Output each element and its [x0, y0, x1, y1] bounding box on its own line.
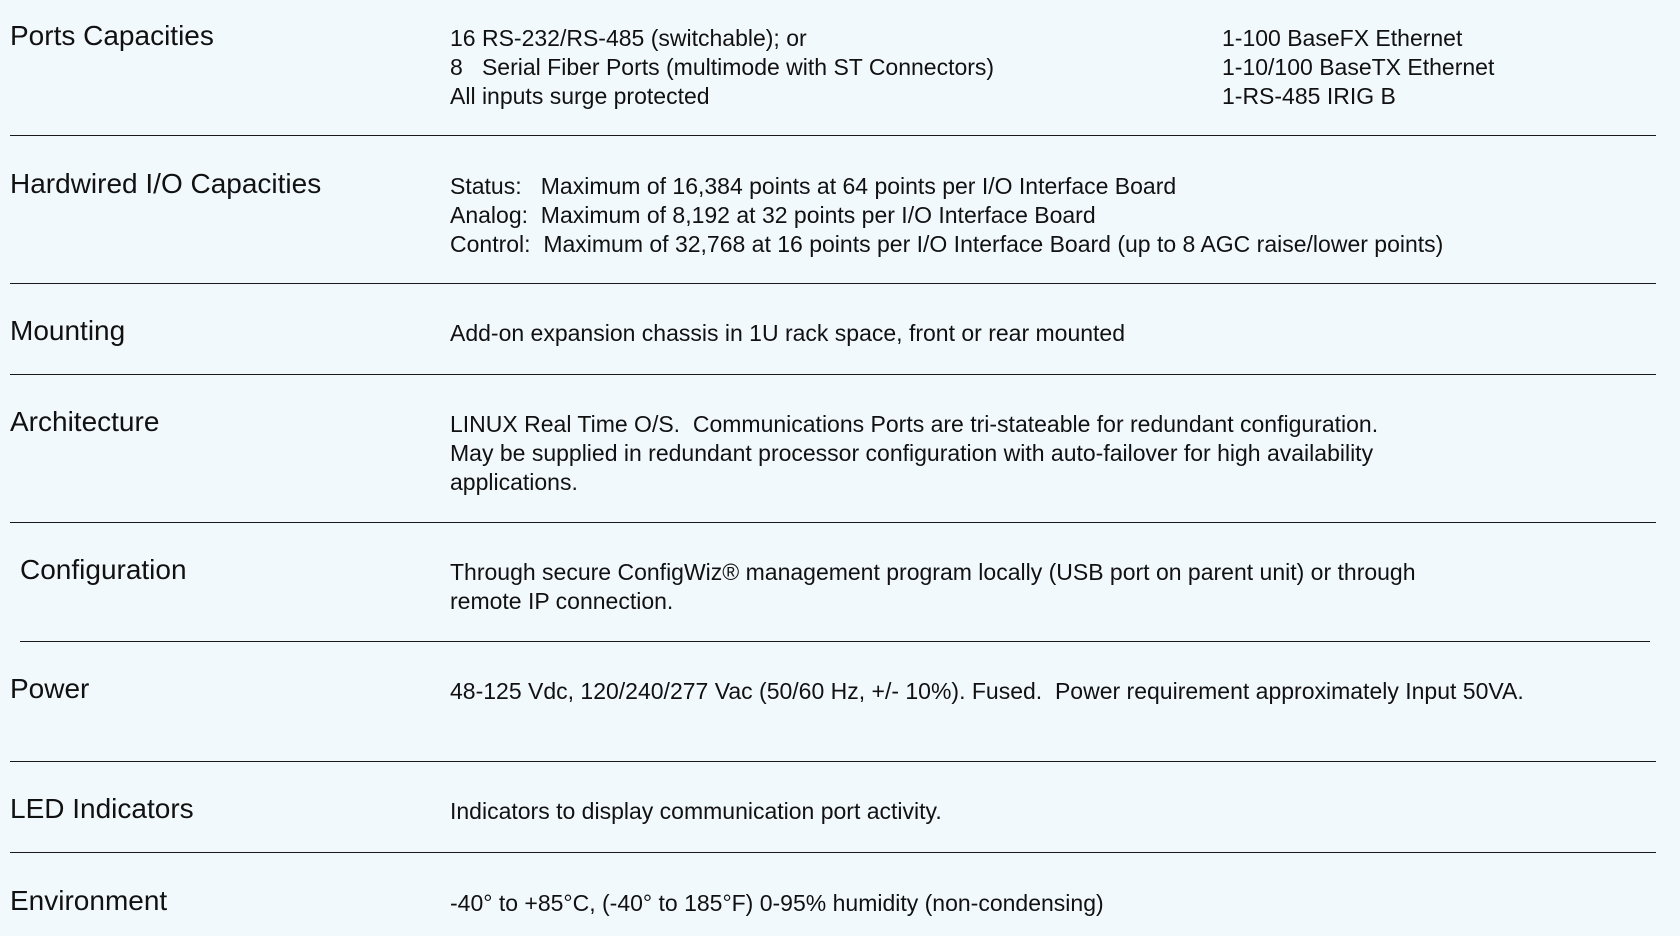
spec-value-line: Status: Maximum of 16,384 points at 64 points per I/O Interface Board [450, 173, 1177, 199]
row-divider [10, 374, 1656, 375]
spec-value [450, 410, 1378, 497]
spec-value-line: -40° to +85°C, (-40° to 185°F) 0-95% humidity (non-condensing) [450, 890, 1104, 916]
spec-value [450, 677, 1524, 706]
row-divider [10, 522, 1656, 523]
spec-value-line: Add-on expansion chassis in 1U rack space, front or rear mounted [450, 320, 1126, 346]
spec-label: Ports Capacities [10, 20, 214, 51]
spec-label: Configuration [20, 554, 187, 585]
spec-value-line: remote IP connection. [450, 588, 674, 614]
spec-value-line: LINUX Real Time O/S. Communications Ports are tri-stateable for redundant configuration. [450, 411, 1379, 437]
spec-value-line: applications. [450, 469, 578, 495]
spec-value-line: 1-RS-485 IRIG B [1222, 83, 1396, 109]
spec-value-line: All inputs surge protected [450, 83, 710, 109]
row-divider [10, 852, 1656, 853]
spec-value-line: 1-10/100 BaseTX Ethernet [1222, 54, 1495, 80]
spec-value [450, 797, 942, 826]
row-divider [10, 283, 1656, 284]
spec-value-line: May be supplied in redundant processor configuration with auto-failover for high availability [450, 440, 1374, 466]
spec-label: Power [10, 673, 90, 704]
spec-value [450, 319, 1125, 348]
spec-label: Mounting [10, 315, 126, 346]
spec-value-line: Control: Maximum of 32,768 at 16 points per I/O Interface Board (up to 8 AGC raise/lower points) [450, 231, 1444, 257]
spec-value [450, 889, 1104, 918]
spec-label: Environment [10, 885, 168, 916]
spec-value-line: 1-100 BaseFX Ethernet [1222, 25, 1463, 51]
spec-value-line: 16 RS-232/RS-485 (switchable); or [450, 25, 807, 51]
row-divider [20, 641, 1650, 642]
row-divider [10, 761, 1656, 762]
spec-label: LED Indicators [10, 793, 194, 824]
spec-value [450, 172, 1443, 259]
spec-value-right [1222, 24, 1494, 111]
spec-label: Architecture [10, 406, 160, 437]
spec-value [450, 24, 994, 111]
spec-value-line: Through secure ConfigWiz® management program locally (USB port on parent unit) or through [450, 559, 1416, 585]
spec-value [450, 558, 1416, 616]
spec-value-line: 48-125 Vdc, 120/240/277 Vac (50/60 Hz, +/- 10%). Fused. Power requirement approximately Input 50VA. [450, 678, 1524, 704]
spec-label: Hardwired I/O Capacities [10, 168, 322, 199]
spec-value-line: Analog: Maximum of 8,192 at 32 points per I/O Interface Board [450, 202, 1096, 228]
spec-value-line: Indicators to display communication port activity. [450, 798, 942, 824]
row-divider [10, 135, 1656, 136]
spec-value-line: 8 Serial Fiber Ports (multimode with ST Connectors) [450, 54, 995, 80]
